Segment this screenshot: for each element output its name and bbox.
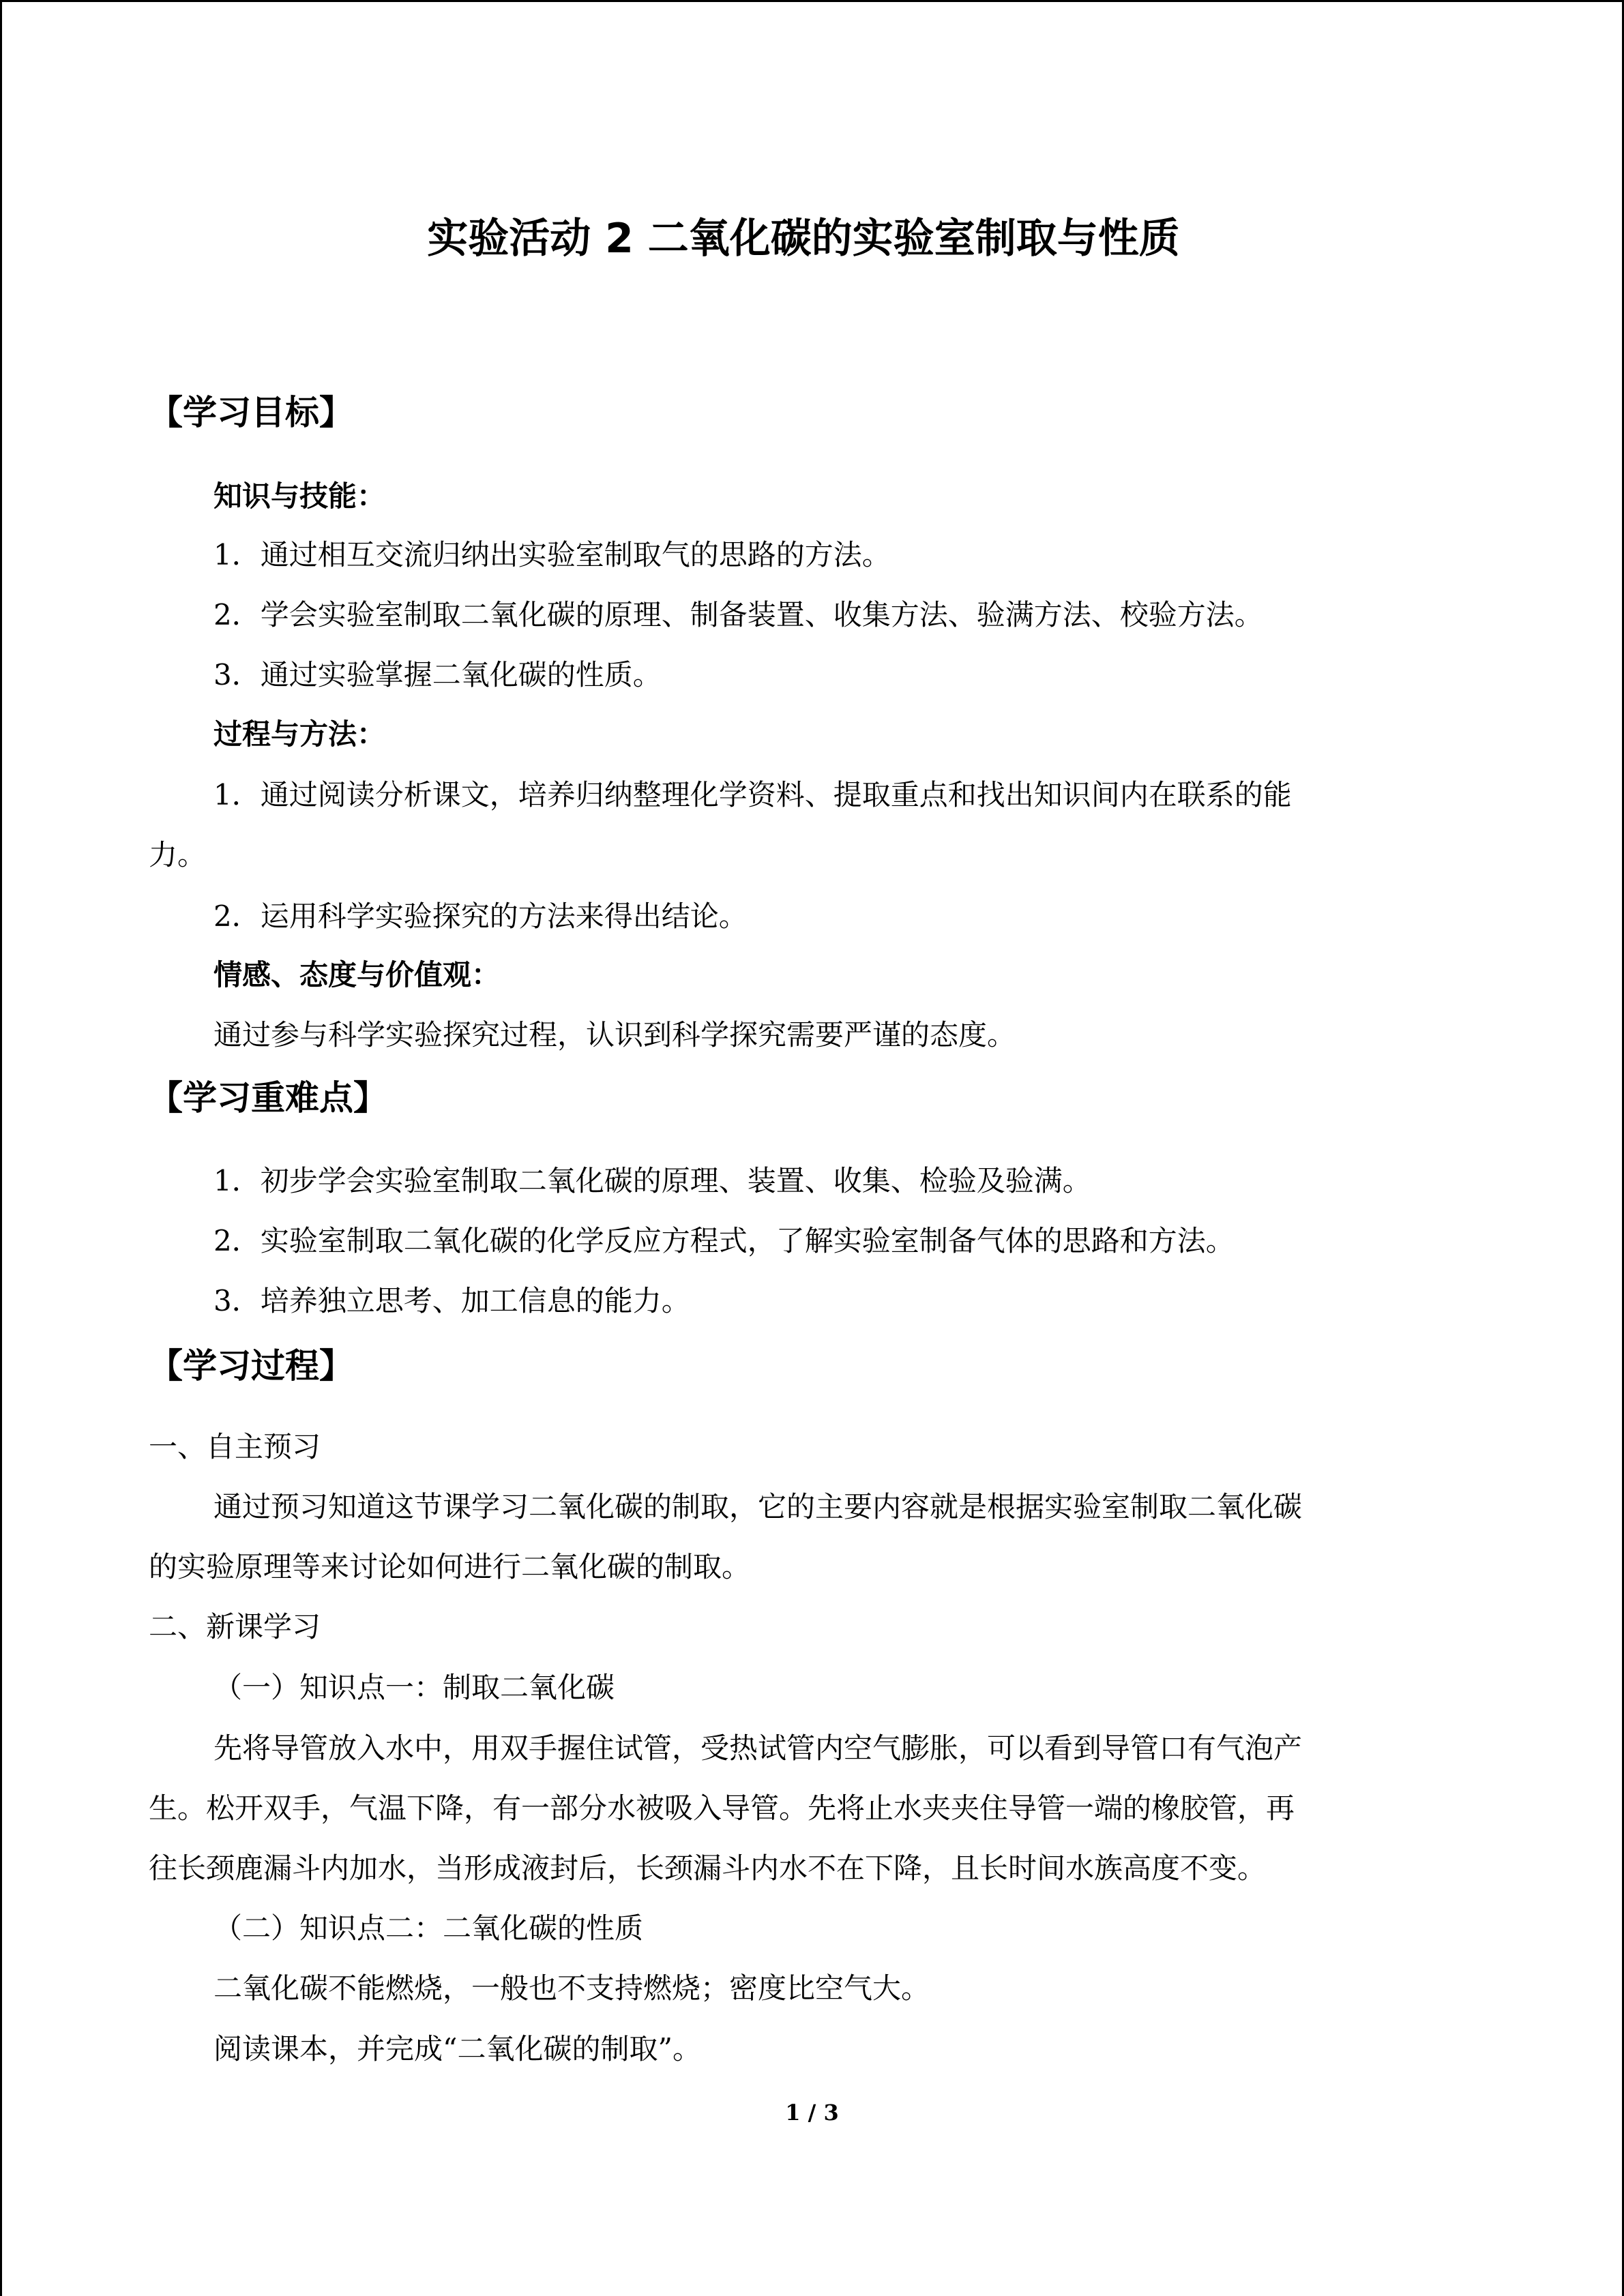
section-heading-key-points: 【学习重难点】 bbox=[149, 1078, 387, 1118]
key-point-item-1: 1．初步学会实验室制取二氧化碳的原理、装置、收集、检验及验满。 bbox=[213, 1164, 1091, 1197]
key-point-item-2: 2．实验室制取二氧化碳的化学反应方程式，了解实验室制备气体的思路和方法。 bbox=[213, 1224, 1235, 1257]
preview-label: 一、自主预习 bbox=[149, 1430, 321, 1463]
objective-process-item-1-line-2: 力。 bbox=[149, 838, 207, 871]
knowledge-point-2-line-2: 阅读课本，并完成“二氧化碳的制取”。 bbox=[213, 2032, 701, 2066]
knowledge-point-1-label: （一）知识点一：制取二氧化碳 bbox=[213, 1671, 615, 1704]
section-heading-process: 【学习过程】 bbox=[149, 1346, 353, 1386]
page-number: 1 / 3 bbox=[785, 2100, 839, 2126]
subheading-process-method: 过程与方法： bbox=[213, 717, 386, 751]
objective-knowledge-item-2: 2．学会实验室制取二氧化碳的原理、制备装置、收集方法、验满方法、校验方法。 bbox=[213, 598, 1263, 631]
knowledge-point-2-label: （二）知识点二：二氧化碳的性质 bbox=[213, 1911, 644, 1945]
knowledge-point-1-line-2: 生。松开双手，气温下降，有一部分水被吸入导管。先将止水夹夹住导管一端的橡胶管，再 bbox=[149, 1791, 1295, 1825]
subheading-knowledge: 知识与技能： bbox=[213, 479, 386, 513]
preview-text-line-2: 的实验原理等来讨论如何进行二氧化碳的制取。 bbox=[149, 1550, 751, 1583]
knowledge-point-1-line-1: 先将导管放入水中，用双手握住试管，受热试管内空气膨胀，可以看到导管口有气泡产 bbox=[213, 1731, 1303, 1765]
key-point-item-3: 3．培养独立思考、加工信息的能力。 bbox=[213, 1284, 690, 1317]
objective-knowledge-item-1: 1．通过相互交流归纳出实验室制取气的思路的方法。 bbox=[213, 538, 891, 571]
knowledge-point-2-line-1: 二氧化碳不能燃烧，一般也不支持燃烧；密度比空气大。 bbox=[213, 1971, 930, 2005]
new-lesson-label: 二、新课学习 bbox=[149, 1610, 321, 1643]
section-heading-objectives: 【学习目标】 bbox=[149, 393, 353, 432]
subheading-attitude: 情感、态度与价值观： bbox=[213, 958, 501, 992]
preview-text-line-1: 通过预习知道这节课学习二氧化碳的制取，它的主要内容就是根据实验室制取二氧化碳 bbox=[213, 1490, 1303, 1523]
objective-process-item-2: 2．运用科学实验探究的方法来得出结论。 bbox=[213, 899, 748, 933]
objective-process-item-1-line-1: 1．通过阅读分析课文，培养归纳整理化学资料、提取重点和找出知识间内在联系的能 bbox=[213, 778, 1292, 811]
document-title: 实验活动 2 二氧化碳的实验室制取与性质 bbox=[427, 215, 1180, 263]
knowledge-point-1-line-3: 往长颈鹿漏斗内加水，当形成液封后，长颈漏斗内水不在下降，且长时间水族高度不变。 bbox=[149, 1851, 1267, 1885]
objective-attitude-text: 通过参与科学实验探究过程，认识到科学探究需要严谨的态度。 bbox=[213, 1018, 1016, 1052]
objective-knowledge-item-3: 3．通过实验掌握二氧化碳的性质。 bbox=[213, 658, 662, 691]
